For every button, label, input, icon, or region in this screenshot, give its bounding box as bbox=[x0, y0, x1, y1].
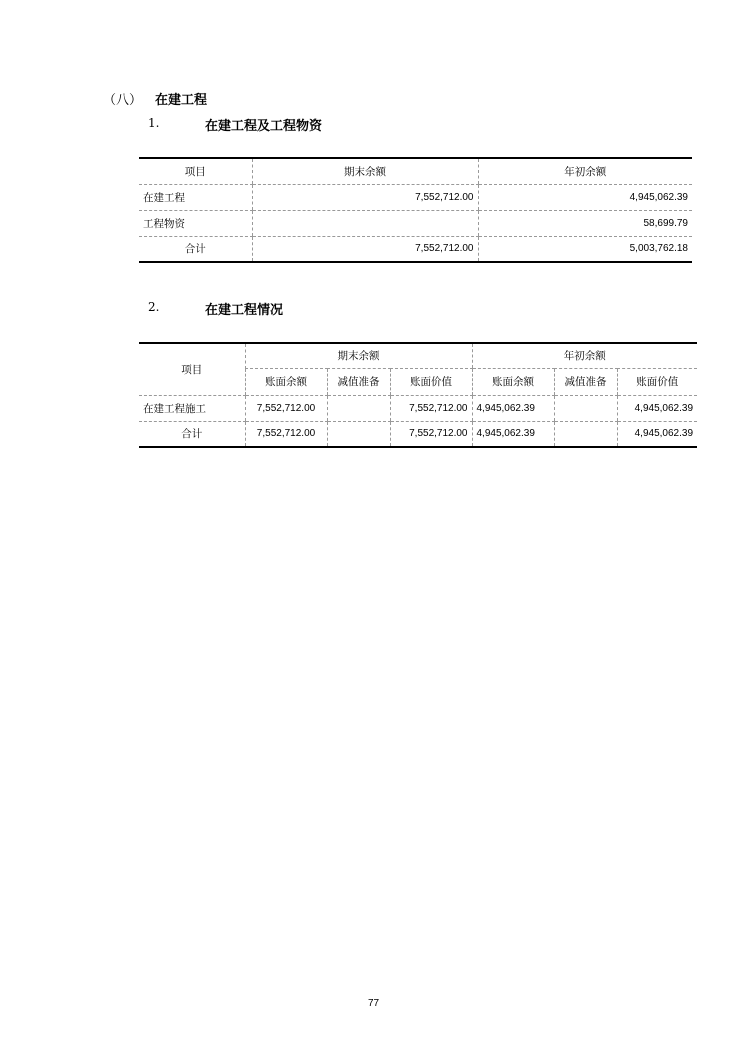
subsection-1-title: 在建工程及工程物资 bbox=[205, 119, 323, 134]
table-cell: 7,552,712.00 bbox=[390, 421, 472, 447]
row-label: 在建工程 bbox=[139, 184, 252, 210]
table-cell bbox=[327, 395, 390, 421]
section-number: （八） bbox=[103, 93, 143, 108]
table-cell: 4,945,062.39 bbox=[472, 395, 554, 421]
subsection-2-title: 在建工程情况 bbox=[205, 303, 284, 318]
table-header-row bbox=[139, 158, 692, 184]
group-header: 期末余额 bbox=[245, 343, 472, 368]
table-cell: 7,552,712.00 bbox=[390, 395, 472, 421]
column-header-item: 项目 bbox=[139, 343, 245, 395]
table-cell bbox=[327, 421, 390, 447]
table-cell bbox=[554, 421, 617, 447]
table-cell: 7,552,712.00 bbox=[245, 421, 327, 447]
table-cell: 4,945,062.39 bbox=[617, 395, 697, 421]
column-header: 期末余额 bbox=[252, 158, 478, 184]
table-cell: 58,699.79 bbox=[478, 210, 692, 236]
table-row-total bbox=[139, 421, 697, 447]
row-label: 在建工程施工 bbox=[139, 395, 245, 421]
row-label: 合计 bbox=[139, 421, 245, 447]
table-row bbox=[139, 184, 692, 210]
section-title: 在建工程 bbox=[155, 93, 208, 108]
table-cell: 4,945,062.39 bbox=[617, 421, 697, 447]
construction-details-table bbox=[139, 342, 697, 448]
row-label: 工程物资 bbox=[139, 210, 252, 236]
table-cell: 7,552,712.00 bbox=[245, 395, 327, 421]
construction-and-materials-table bbox=[139, 157, 692, 263]
column-header: 账面余额 bbox=[472, 368, 554, 395]
column-header: 减值准备 bbox=[327, 368, 390, 395]
page-number: 77 bbox=[367, 998, 380, 1009]
column-header: 账面价值 bbox=[617, 368, 697, 395]
table-cell bbox=[252, 210, 478, 236]
subsection-2-number: 2. bbox=[148, 300, 160, 314]
table-cell: 7,552,712.00 bbox=[252, 184, 478, 210]
table-header-row bbox=[139, 343, 697, 368]
column-header: 年初余额 bbox=[478, 158, 692, 184]
column-header: 账面价值 bbox=[390, 368, 472, 395]
subsection-1-number: 1. bbox=[148, 116, 160, 130]
row-label: 合计 bbox=[139, 236, 252, 262]
table-cell: 5,003,762.18 bbox=[478, 236, 692, 262]
table-cell: 7,552,712.00 bbox=[252, 236, 478, 262]
table-row bbox=[139, 210, 692, 236]
table-row-total bbox=[139, 236, 692, 262]
column-header: 账面余额 bbox=[245, 368, 327, 395]
table-cell: 4,945,062.39 bbox=[472, 421, 554, 447]
table-cell bbox=[554, 395, 617, 421]
column-header: 减值准备 bbox=[554, 368, 617, 395]
table-cell: 4,945,062.39 bbox=[478, 184, 692, 210]
column-header: 项目 bbox=[139, 158, 252, 184]
group-header: 年初余额 bbox=[472, 343, 697, 368]
table-row bbox=[139, 395, 697, 421]
